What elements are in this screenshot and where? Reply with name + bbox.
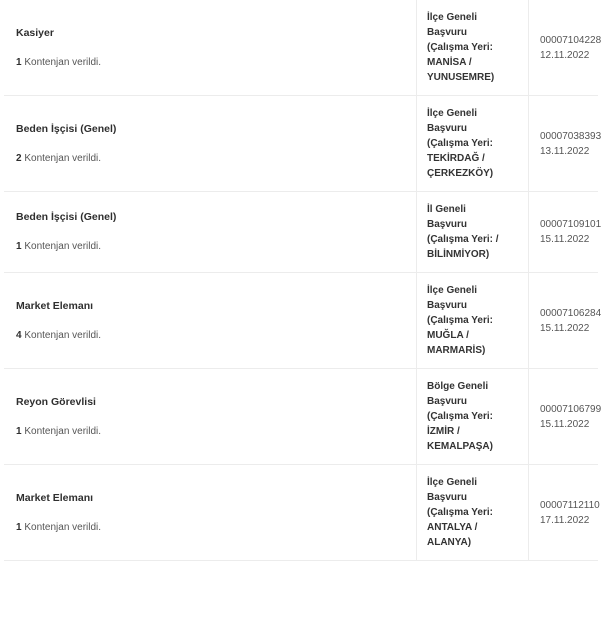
location-line: KEMALPAŞA): [427, 441, 493, 452]
reference-number: 00007109101: [540, 219, 602, 230]
quota-label: Kontenjan verildi.: [24, 329, 102, 341]
quota-count: 1: [16, 56, 22, 68]
quota-label: Kontenjan verildi.: [24, 152, 102, 164]
job-title[interactable]: Beden İşçisi (Genel): [16, 122, 117, 135]
reference-cell: [529, 96, 602, 192]
location-line: (Çalışma Yeri:: [427, 411, 493, 422]
quota-count: 1: [16, 241, 22, 252]
quota-count: 2: [16, 152, 22, 164]
job-info-cell: [4, 465, 417, 561]
location-cell: [417, 369, 529, 465]
location-line: (Çalışma Yeri: /: [427, 234, 499, 245]
job-title[interactable]: Reyon Görevlisi: [16, 395, 96, 408]
reference-number: 00007104228: [540, 34, 602, 46]
quota-text: [16, 56, 416, 70]
quota-count: 1: [16, 425, 22, 437]
location-line: İlçe Geneli: [427, 108, 478, 119]
reference-number: 00007112110: [540, 499, 600, 511]
reference-cell: [529, 192, 602, 273]
location-line: BİLİNMİYOR): [427, 249, 490, 260]
job-info-cell: [4, 369, 417, 465]
table-row[interactable]: [4, 192, 598, 273]
table-row[interactable]: [4, 0, 598, 96]
job-title[interactable]: Kasiyer: [16, 26, 54, 39]
location-line: Başvuru: [427, 396, 468, 407]
job-info-cell: [4, 0, 417, 96]
quota-count: 4: [16, 329, 22, 341]
reference-cell: [529, 465, 599, 561]
location-cell: [417, 96, 529, 192]
job-title[interactable]: Beden İşçisi (Genel): [16, 211, 117, 223]
location-line: Başvuru: [427, 219, 468, 230]
location-line: Başvuru: [427, 492, 468, 503]
location-line: Başvuru: [427, 27, 468, 38]
quota-label: Kontenjan verildi.: [24, 521, 102, 533]
location-line: MARMARİS): [427, 345, 486, 356]
quota-label: Kontenjan verildi.: [24, 425, 102, 437]
location-line: (Çalışma Yeri:: [427, 138, 493, 149]
location-line: MUĞLA /: [427, 330, 469, 341]
reference-number: 00007106284: [540, 307, 602, 319]
reference-cell: [529, 0, 602, 96]
listing-date: 13.11.2022: [540, 145, 590, 157]
quota-text: [16, 521, 416, 535]
location-line: (Çalışma Yeri:: [427, 315, 493, 326]
listing-date: 15.11.2022: [540, 234, 590, 245]
location-line: ÇERKEZKÖY): [427, 168, 494, 179]
location-cell: [417, 192, 529, 273]
listing-date: 15.11.2022: [540, 322, 590, 334]
listing-date: 15.11.2022: [540, 418, 590, 430]
job-title[interactable]: Market Elemanı: [16, 299, 94, 312]
quota-count: 1: [16, 521, 22, 533]
quota-label: Kontenjan verildi.: [24, 241, 102, 252]
location-line: TEKİRDAĞ /: [427, 153, 485, 164]
job-listings-table: [4, 0, 602, 561]
listing-date: 12.11.2022: [540, 49, 590, 61]
location-line: ANTALYA /: [427, 522, 478, 533]
table-row[interactable]: [4, 273, 598, 369]
job-info-cell: [4, 273, 417, 369]
reference-cell: [529, 273, 602, 369]
quota-text: [16, 329, 416, 343]
location-line: Başvuru: [427, 300, 468, 311]
quota-text: [16, 425, 416, 439]
quota-text: [16, 152, 416, 166]
table-row[interactable]: [4, 96, 598, 192]
job-title[interactable]: Market Elemanı: [16, 491, 94, 504]
location-cell: [417, 273, 529, 369]
location-line: YUNUSEMRE): [427, 72, 495, 83]
location-line: İlçe Geneli: [427, 12, 478, 23]
location-cell: [417, 465, 529, 561]
location-line: İl Geneli: [427, 204, 466, 215]
quota-label: Kontenjan verildi.: [24, 56, 102, 68]
location-line: İlçe Geneli: [427, 477, 478, 488]
listing-date: 17.11.2022: [540, 514, 590, 526]
job-info-cell: [4, 192, 417, 273]
location-line: Bölge Geneli: [427, 381, 489, 392]
job-info-cell: [4, 96, 417, 192]
location-cell: [417, 0, 529, 96]
location-line: (Çalışma Yeri:: [427, 507, 493, 518]
quota-text: [16, 240, 416, 254]
location-line: İZMİR /: [427, 426, 460, 437]
location-line: ALANYA): [427, 537, 472, 548]
location-line: (Çalışma Yeri:: [427, 42, 493, 53]
table-row[interactable]: [4, 369, 598, 465]
location-line: Başvuru: [427, 123, 468, 134]
table-row[interactable]: [4, 465, 598, 561]
location-line: İlçe Geneli: [427, 285, 478, 296]
reference-cell: [529, 369, 602, 465]
reference-number: 00007106799: [540, 403, 602, 415]
reference-number: 00007038393: [540, 130, 602, 142]
location-line: MANİSA /: [427, 57, 472, 68]
